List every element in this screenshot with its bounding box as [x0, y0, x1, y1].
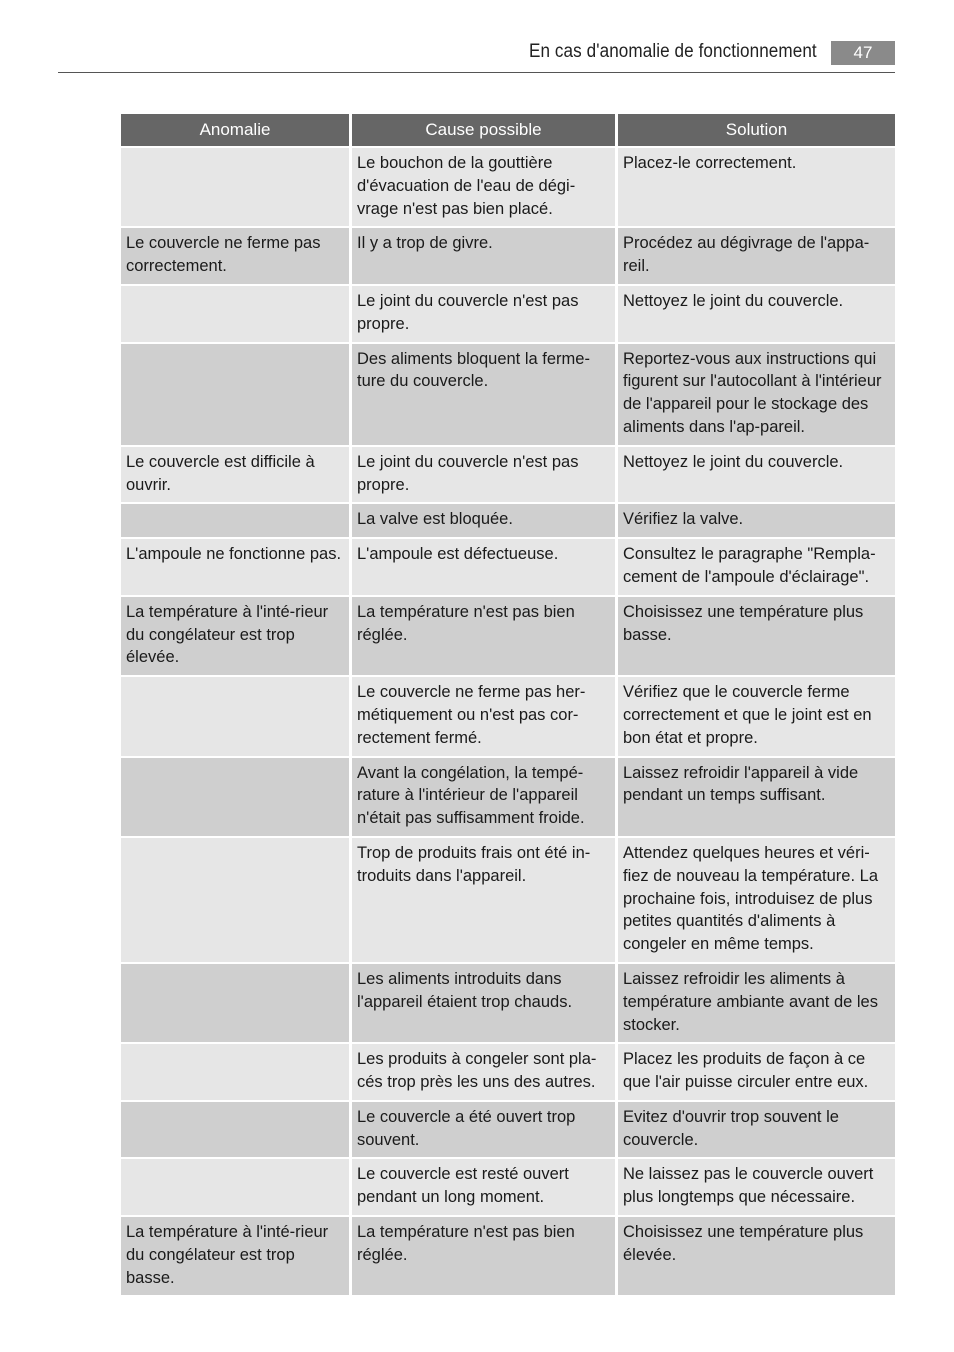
cell-cause: Les aliments introduits dans l'appareil étaient trop chauds. — [352, 964, 615, 1042]
page-header — [58, 38, 895, 73]
table-row — [121, 1044, 895, 1100]
cell-anomalie — [121, 1044, 349, 1100]
cell-cause: Les produits à congeler sont pla-cés trop près les uns des autres. — [352, 1044, 615, 1100]
column-header-solution: Solution — [618, 114, 895, 146]
cell-solution: Attendez quelques heures et véri-fiez de nouveau la température. La prochaine fois, introduisez de plus petites quantités d'aliments à congeler en même temps. — [618, 838, 895, 962]
cell-solution: Consultez le paragraphe "Rempla-cement de l'ampoule d'éclairage". — [618, 539, 895, 595]
cell-cause: Le joint du couvercle n'est pas propre. — [352, 447, 615, 503]
table-row — [121, 344, 895, 445]
cell-cause: Avant la congélation, la tempé-rature à l'intérieur de l'appareil n'était pas suffisamment froide. — [352, 758, 615, 836]
cell-cause: La température n'est pas bien réglée. — [352, 1217, 615, 1295]
cell-cause: Le couvercle a été ouvert trop souvent. — [352, 1102, 615, 1158]
page-number: 47 — [831, 41, 895, 65]
cell-solution: Evitez d'ouvrir trop souvent le couvercle. — [618, 1102, 895, 1158]
table-row — [121, 539, 895, 595]
cell-anomalie — [121, 504, 349, 537]
cell-anomalie — [121, 758, 349, 836]
cell-anomalie — [121, 286, 349, 342]
cell-solution: Vérifiez la valve. — [618, 504, 895, 537]
cell-anomalie: Le couvercle est difficile à ouvrir. — [121, 447, 349, 503]
cell-anomalie — [121, 838, 349, 962]
cell-solution: Laissez refroidir les aliments à température ambiante avant de les stocker. — [618, 964, 895, 1042]
table-row — [121, 228, 895, 284]
cell-cause: Le bouchon de la gouttière d'évacuation de l'eau de dégi-vrage n'est pas bien placé. — [352, 148, 615, 226]
cell-solution: Vérifiez que le couvercle ferme correctement et que le joint est en bon état et propre. — [618, 677, 895, 755]
cell-solution: Laissez refroidir l'appareil à vide pendant un temps suffisant. — [618, 758, 895, 836]
cell-solution: Choisissez une température plus basse. — [618, 597, 895, 675]
table-row — [121, 1102, 895, 1158]
table-row — [121, 1159, 895, 1215]
cell-anomalie — [121, 344, 349, 445]
table-header-row — [121, 114, 895, 146]
table-row — [121, 1217, 895, 1295]
cell-solution: Choisissez une température plus élevée. — [618, 1217, 895, 1295]
table-row — [121, 964, 895, 1042]
section-title: En cas d'anomalie de fonctionnement — [529, 41, 817, 62]
cell-cause: Le couvercle est resté ouvert pendant un long moment. — [352, 1159, 615, 1215]
table-body — [121, 148, 895, 1295]
cell-cause: La température n'est pas bien réglée. — [352, 597, 615, 675]
cell-anomalie — [121, 1159, 349, 1215]
cell-cause: Trop de produits frais ont été in-troduits dans l'appareil. — [352, 838, 615, 962]
column-header-cause: Cause possible — [352, 114, 615, 146]
table-row — [121, 504, 895, 537]
cell-cause: L'ampoule est défectueuse. — [352, 539, 615, 595]
cell-cause: Il y a trop de givre. — [352, 228, 615, 284]
table-row — [121, 597, 895, 675]
cell-solution: Reportez-vous aux instructions qui figurent sur l'autocollant à l'intérieur de l'appareil pour le stockage des aliments dans l'ap-pareil. — [618, 344, 895, 445]
table-row — [121, 148, 895, 226]
table-row — [121, 286, 895, 342]
cell-cause: Des aliments bloquent la ferme-ture du couvercle. — [352, 344, 615, 445]
cell-cause: Le joint du couvercle n'est pas propre. — [352, 286, 615, 342]
cell-anomalie: La température à l'inté-rieur du congélateur est trop basse. — [121, 1217, 349, 1295]
column-header-anomalie: Anomalie — [121, 114, 349, 146]
cell-solution: Procédez au dégivrage de l'appa-reil. — [618, 228, 895, 284]
cell-solution: Nettoyez le joint du couvercle. — [618, 447, 895, 503]
cell-cause: Le couvercle ne ferme pas her-métiquement ou n'est pas cor-rectement fermé. — [352, 677, 615, 755]
table-row — [121, 758, 895, 836]
table-row — [121, 677, 895, 755]
cell-solution: Placez-le correctement. — [618, 148, 895, 226]
cell-solution: Ne laissez pas le couvercle ouvert plus longtemps que nécessaire. — [618, 1159, 895, 1215]
cell-anomalie — [121, 148, 349, 226]
table-row — [121, 447, 895, 503]
troubleshooting-table — [118, 112, 898, 1297]
table-row — [121, 838, 895, 962]
cell-anomalie — [121, 677, 349, 755]
cell-anomalie — [121, 964, 349, 1042]
cell-anomalie: L'ampoule ne fonctionne pas. — [121, 539, 349, 595]
cell-solution: Placez les produits de façon à ce que l'air puisse circuler entre eux. — [618, 1044, 895, 1100]
cell-anomalie: La température à l'inté-rieur du congélateur est trop élevée. — [121, 597, 349, 675]
cell-cause: La valve est bloquée. — [352, 504, 615, 537]
cell-anomalie: Le couvercle ne ferme pas correctement. — [121, 228, 349, 284]
cell-anomalie — [121, 1102, 349, 1158]
cell-solution: Nettoyez le joint du couvercle. — [618, 286, 895, 342]
